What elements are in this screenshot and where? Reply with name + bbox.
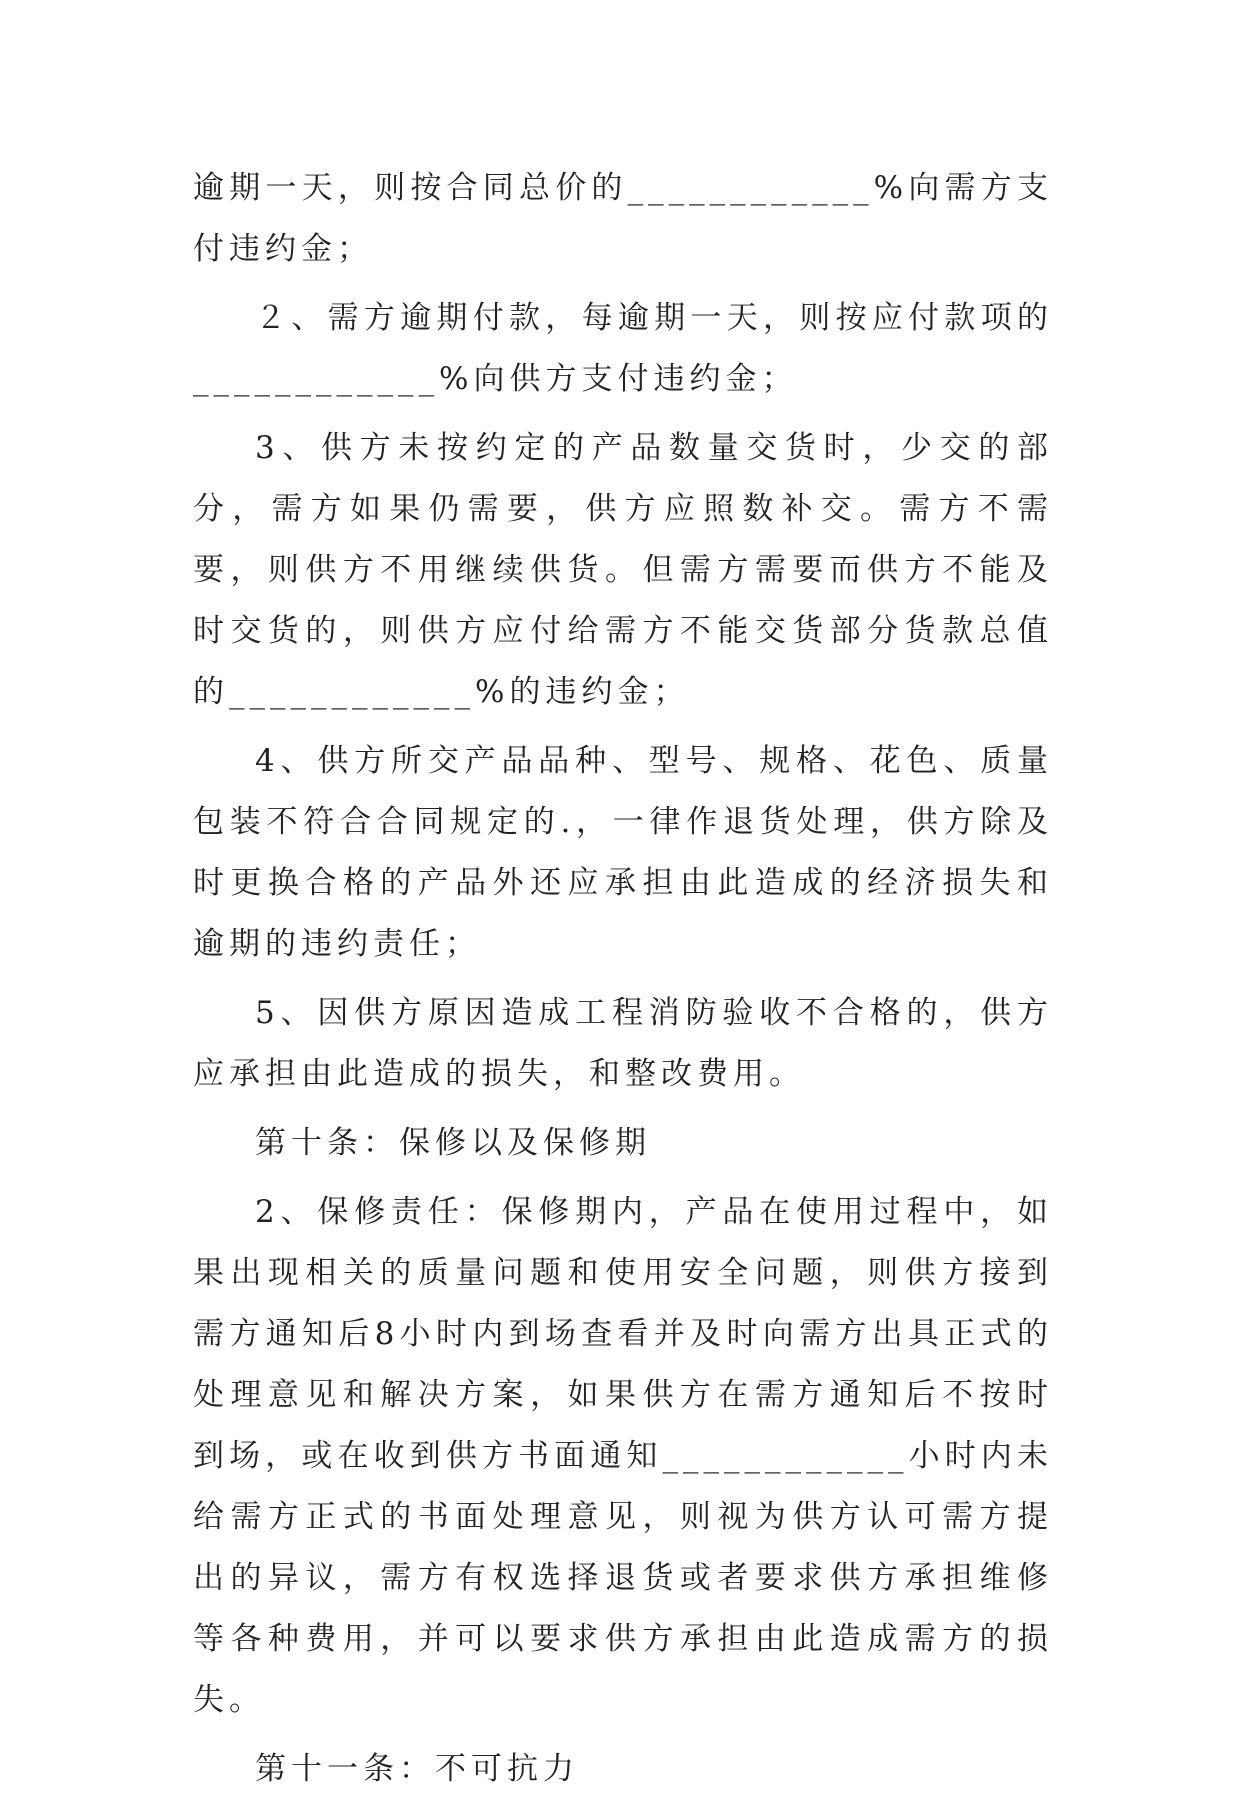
paragraph-quantity-shortfall: 3、供方未按约定的产品数量交货时，少交的部分，需方如果仍需要，供方应照数补交。需方不需要，则供方不用继续供货。但需方需要而供方不能及时交货的，则供方应付给需方不能交货部分货款总值的____________%的违约金； <box>193 430 1053 710</box>
section-heading-article-10: 第十条：保修以及保修期 <box>255 1125 651 1161</box>
paragraph-warranty-responsibility: 2、保修责任：保修期内，产品在使用过程中，如果出现相关的质量问题和使用安全问题，则供方接到需方通知后8小时内到场查看并及时向需方出具正式的处理意见和解决方案，如果供方在需方通知后不按时到场，或在收到供方书面通知____________小时内未给需方正式的书面处理意见，则视为供方认可需方提出的异议，需方有权选择退货或者要求供方承担维修等各种费用，并可以要求供方承担由此造成需方的损失。 <box>193 1194 1053 1718</box>
paragraph-nonconforming-products: 4、供方所交产品品种、型号、规格、花色、质量包装不符合合同规定的.，一律作退货处理，供方除及时更换合格的产品外还应承担由此造成的经济损失和逾期的违约责任； <box>193 743 1053 962</box>
paragraph-overdue-delivery-tail: 逾期一天，则按合同总价的____________%向需方支付违约金； <box>193 170 1053 267</box>
document-body <box>193 158 1053 1808</box>
section-heading-article-11: 第十一条：不可抗力 <box>255 1751 579 1787</box>
paragraph-overdue-payment: ２、需方逾期付款，每逾期一天，则按应付款项的____________%向供方支付违约金； <box>193 300 1053 397</box>
paragraph-fire-inspection: 5、因供方原因造成工程消防验收不合格的，供方应承担由此造成的损失，和整改费用。 <box>193 995 1053 1092</box>
